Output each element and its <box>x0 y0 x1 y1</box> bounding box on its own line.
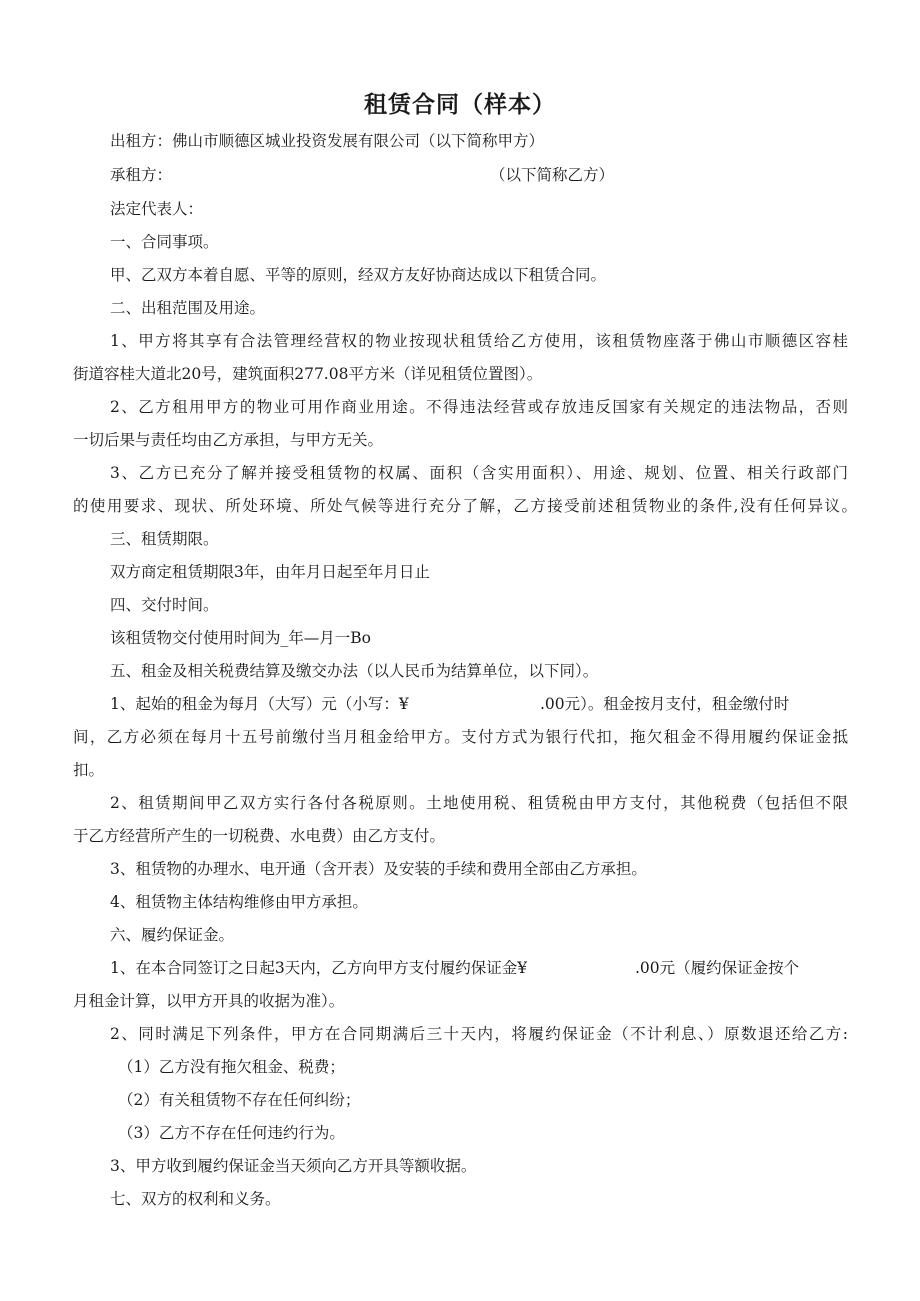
section-6-condition-1: （1）乙方没有拖欠租金、税费； <box>118 1058 345 1076</box>
section-3-heading: 三、租赁期限。 <box>110 530 219 548</box>
section-6-p2: 2、同时满足下列条件，甲方在合同期满后三十天内，将履约保证金（不计利息、）原数退还给乙方: <box>110 1025 848 1043</box>
section-5-p1-part-b: .00元）。租金按月支付，租金缴付时 <box>540 695 790 713</box>
section-6-condition-2: （2）有关租赁物不存在任何纠纷； <box>118 1091 361 1109</box>
lessee-label: 承租方： <box>110 166 173 184</box>
section-2-p3-line1: 3、乙方已充分了解并接受租赁物的权属、面积（含实用面积）、用途、规划、位置、相关行政部门 <box>110 464 848 482</box>
section-5-p1-line3: 扣。 <box>73 761 105 779</box>
section-2-p1-line1: 1、甲方将其享有合法管理经营权的物业按现状租赁给乙方使用，该租赁物座落于佛山市顺德区容桂 <box>110 332 848 350</box>
section-1-heading: 一、合同事项。 <box>110 233 219 251</box>
section-6-p3: 3、甲方收到履约保证金当天须向乙方开具等额收据。 <box>110 1157 477 1175</box>
section-4-heading: 四、交付时间。 <box>110 596 219 614</box>
document-title: 租赁合同（样本） <box>364 91 556 118</box>
lessee-suffix: （以下简称乙方） <box>490 166 615 184</box>
lessor-line: 出租方：佛山市顺德区城业投资发展有限公司（以下简称甲方） <box>110 132 545 150</box>
section-5-p2-line1: 2、租赁期间甲乙双方实行各付各税原则。土地使用税、租赁税由甲方支付，其他税费（包括但不限 <box>110 794 848 812</box>
section-6-p1-part-b: .00元（履约保证金按个 <box>635 959 800 977</box>
section-5-p4: 4、租赁物主体结构维修由甲方承担。 <box>110 893 368 911</box>
section-6-condition-3: （3）乙方不存在任何违约行为。 <box>118 1124 345 1142</box>
section-5-p1-part-a: 1、起始的租金为每月（大写）元（小写：¥ <box>110 695 409 713</box>
section-3-text: 双方商定租赁期限3年，由年月日起至年月日止 <box>110 563 430 581</box>
section-2-heading: 二、出租范围及用途。 <box>110 299 266 317</box>
section-5-heading: 五、租金及相关税费结算及缴交办法（以人民币为结算单位，以下同）。 <box>110 662 599 680</box>
section-6-heading: 六、履约保证金。 <box>110 926 235 944</box>
section-2-p3-line2: 的使用要求、现状、所处环境、所处气候等进行充分了解，乙方接受前述租赁物业的条件,没有任何异议。 <box>73 497 857 515</box>
section-5-p2-line2: 于乙方经营所产生的一切税费、水电费）由乙方支付。 <box>73 827 446 845</box>
legal-representative: 法定代表人： <box>110 200 204 218</box>
section-4-text: 该租赁物交付使用时间为_年—月一Bo <box>110 629 371 647</box>
section-5-p1-line2: 间，乙方必须在每月十五号前缴付当月租金给甲方。支付方式为银行代扣，拖欠租金不得用履约保证金抵 <box>73 728 848 746</box>
section-6-p1-part-a: 1、在本合同签订之日起3天内，乙方向甲方支付履约保证金¥ <box>110 959 528 977</box>
section-7-heading: 七、双方的权利和义务。 <box>110 1190 281 1208</box>
section-5-p3: 3、租赁物的办理水、电开通（含开表）及安装的手续和费用全部由乙方承担。 <box>110 860 647 878</box>
section-1-text: 甲、乙双方本着自愿、平等的原则，经双方友好协商达成以下租赁合同。 <box>110 266 607 284</box>
section-2-p1-line2: 街道容桂大道北20号，建筑面积277.08平方米（详见租赁位置图）。 <box>73 365 543 383</box>
section-2-p2-line1: 2、乙方租用甲方的物业可用作商业用途。不得违法经营或存放违反国家有关规定的违法物品，否则 <box>110 398 848 416</box>
section-2-p2-line2: 一切后果与责任均由乙方承担，与甲方无关。 <box>73 431 384 449</box>
section-6-p1-line2: 月租金计算，以甲方开具的收据为准）。 <box>73 992 345 1010</box>
